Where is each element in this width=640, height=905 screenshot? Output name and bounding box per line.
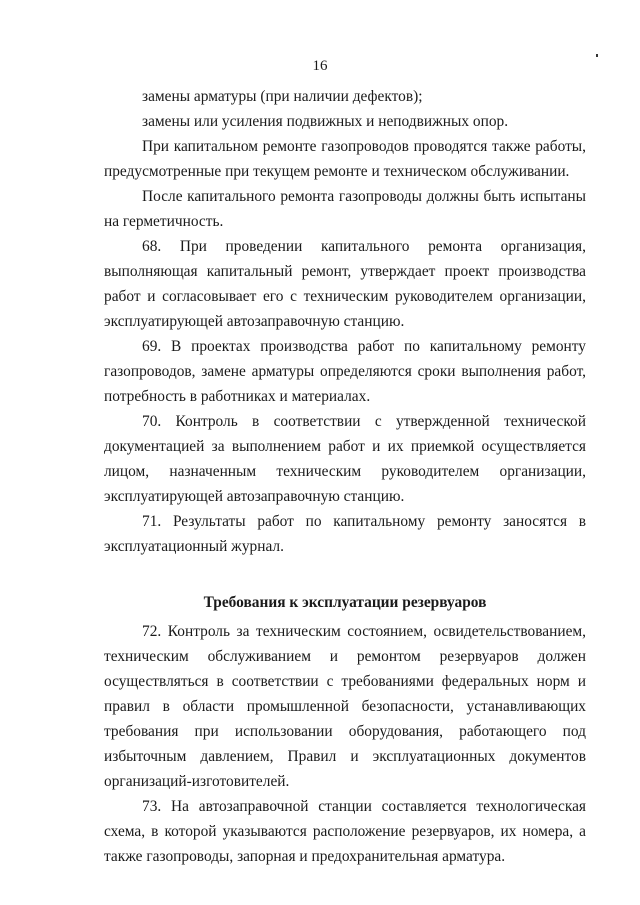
paragraph-tightness-test: После капитального ремонта газопроводы должны быть испытаны на герметичность.	[104, 188, 586, 230]
paragraph-68: 68. При проведении капитального ремонта организация, выполняющая капитальный ремонт, утверждает проект производства работ и согласовывает его с техническим руководителем организации, эксплуатирующей автозаправочную станцию.	[104, 238, 586, 330]
scan-speck	[596, 54, 598, 57]
paragraph-support-replacement: замены или усиления подвижных и неподвижных опор.	[142, 113, 509, 130]
paragraph-71: 71. Результаты работ по капитальному ремонту заносятся в эксплуатационный журнал.	[104, 513, 586, 555]
section-heading: Требования к эксплуатации резервуаров	[203, 594, 487, 611]
paragraph-valve-replacement: замены арматуры (при наличии дефектов);	[142, 88, 423, 105]
paragraph-capital-repair-works: При капитальном ремонте газопроводов проводятся также работы, предусмотренные при текущем ремонте и техническом обслуживании.	[104, 138, 586, 180]
paragraph-72: 72. Контроль за техническим состоянием, освидетельствованием, техническим обслуживанием и ремонтом резервуаров должен осуществляться в соответствии с требованиями федеральных норм и правил в области промышленной безопасности, устанавливающих требования при использовании оборудования, работающего под избыточным давлением, Правил и эксплуатационных документов организаций-изготовителей.	[104, 623, 586, 790]
document-body	[104, 84, 586, 869]
paragraph-73: 73. На автозаправочной станции составляется технологическая схема, в которой указываются расположение резервуаров, их номера, а также газопроводы, запорная и предохранительная арматура.	[104, 798, 586, 865]
paragraph-69: 69. В проектах производства работ по капитальному ремонту газопроводов, замене арматуры определяются сроки выполнения работ, потребность в работниках и материалах.	[104, 338, 586, 405]
page-number: 16	[312, 58, 328, 74]
paragraph-70: 70. Контроль в соответствии с утвержденной технической документацией за выполнением работ и их приемкой осуществляется лицом, назначенным техническим руководителем организации, эксплуатирующей автозаправочную станцию.	[104, 413, 586, 505]
